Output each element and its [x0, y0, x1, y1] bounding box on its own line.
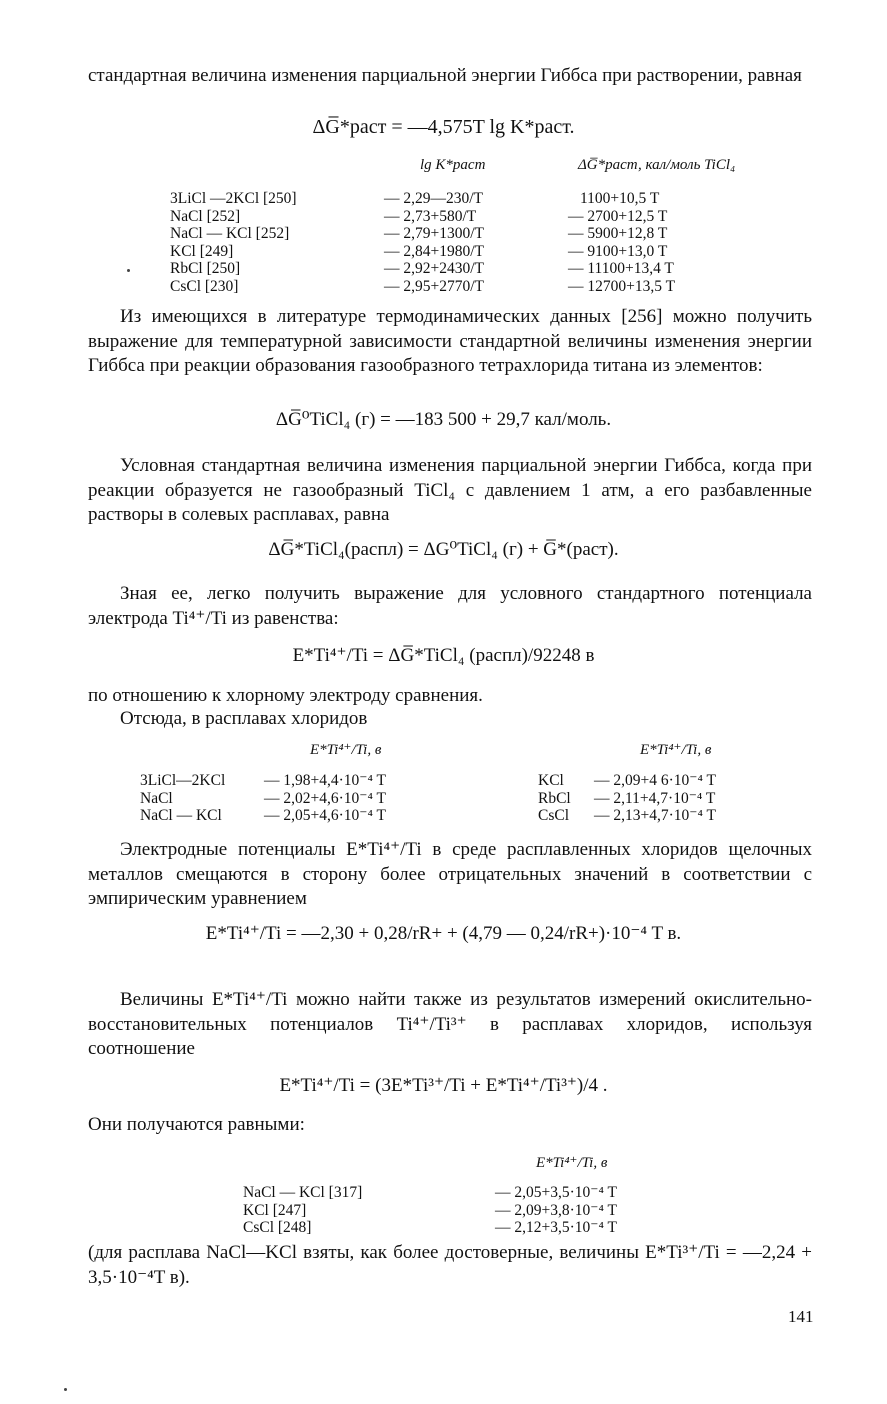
table1-header-lgk: lg K*раст [420, 157, 486, 173]
table-row [170, 278, 730, 296]
equation-redox-relation: E*Ti⁴⁺/Ti = (3E*Ti³⁺/Ti + E*Ti⁴⁺/Ti³⁺)/4 . [279, 1075, 608, 1096]
table-row [243, 1184, 673, 1202]
paragraph-footnote-values: (для расплава NaCl—KCl взяты, как более достоверные, величины E*Ti³⁺/Ti = —2,24 + 3,5·10⁻⁴T в). [88, 1242, 812, 1288]
paragraph-intro: стандартная величина изменения парциальной энергии Гиббса при растворении, равная [88, 65, 802, 86]
table-row [170, 260, 730, 278]
table1-header-dg: ΔG̅*раст, кал/моль TiCl₄ [578, 157, 736, 173]
table3-header: E*Ti⁴⁺/Ti, в [536, 1155, 608, 1171]
table3-val: — 2,05+3,5·10⁻⁴ T [495, 1184, 617, 1201]
table1-lgk: — 2,29—230/T [384, 190, 484, 207]
table2-val: — 2,11+4,7·10⁻⁴ T [594, 789, 716, 807]
equation-gibbs-dissolution: ΔG̅*раст = —4,575T lg K*раст. [312, 116, 575, 138]
table2 [140, 772, 800, 825]
table2-val: — 2,09+4 6·10⁻⁴ T [594, 772, 716, 789]
equation-electrode: E*Ti⁴⁺/Ti = ΔG̅*TiCl₄ (распл)/92248 в [292, 645, 595, 666]
equation-empirical: E*Ti⁴⁺/Ti = —2,30 + 0,28/rR+ + (4,79 — 0,24/rR+)·10⁻⁴ T в. [205, 923, 682, 944]
paragraph-redox: Величины E*Ti⁴⁺/Ti можно найти также из результатов измерений окислительно-восстановительных потенциалов Ti⁴⁺/Ti³⁺ в расплавах хлоридов, используя соотношение [88, 989, 812, 1059]
table2-val: — 2,05+4,6·10⁻⁴ T [264, 807, 386, 824]
table3-val: — 2,09+3,8·10⁻⁴ T [495, 1201, 617, 1219]
table1-salt: NaCl — KCl [252] [170, 225, 290, 242]
table3 [243, 1184, 673, 1237]
table-row [170, 225, 730, 243]
table2-header-right: E*Ti⁴⁺/Ti, в [640, 742, 712, 758]
table1-dg: — 5900+12,8 T [568, 225, 668, 242]
table2-val: — 1,98+4,4·10⁻⁴ T [264, 772, 386, 789]
page-number: 141 [788, 1307, 814, 1326]
table1-lgk: — 2,79+1300/T [384, 225, 485, 242]
table-row [170, 190, 730, 208]
table2-salt: 3LiCl—2KCl [140, 772, 226, 789]
table2-header-left: E*Ti⁴⁺/Ti, в [310, 742, 382, 758]
table1-lgk: — 2,95+2770/T [384, 277, 485, 295]
table3-val: — 2,12+3,5·10⁻⁴ T [495, 1219, 617, 1236]
equation-ticl4-melt: ΔG̅*TiCl₄(распл) = ΔG⁰TiCl₄ (г) + G̅*(раст). [268, 539, 619, 560]
table3-salt: KCl [247] [243, 1201, 307, 1219]
table1-dg: — 12700+13,5 T [568, 277, 676, 295]
paragraph-reference: по отношению к хлорному электроду сравнения. [88, 685, 483, 706]
table1-salt: NaCl [252] [170, 207, 241, 225]
table2-salt: RbCl [538, 789, 571, 807]
table2-salt: KCl [538, 772, 564, 789]
table1-dg: — 9100+13,0 T [568, 242, 668, 260]
table-row [243, 1219, 673, 1237]
paragraph-results: Они получаются равными: [88, 1114, 305, 1135]
table2-val: — 2,02+4,6·10⁻⁴ T [264, 789, 386, 807]
table2-salt: NaCl [140, 789, 173, 807]
table-row [140, 772, 800, 790]
table1-dg: — 11100+13,4 T [568, 260, 674, 277]
paragraph-thermo-data: Из имеющихся в литературе термодинамических данных [256] можно получить выражение для температурной зависимости стандартной величины изменения энергии Гиббса при реакции образования газообразного тетрахлорида титана из элементов: [88, 306, 812, 376]
table1-dg: 1100+10,5 T [580, 190, 660, 207]
table1-salt: KCl [249] [170, 242, 234, 260]
table2-salt: NaCl — KCl [140, 807, 222, 824]
table1-dg: — 2700+12,5 T [568, 207, 668, 225]
paragraph-empirical: Электродные потенциалы E*Ti⁴⁺/Ti в среде расплавленных хлоридов щелочных металлов смещаются в сторону более отрицательных значений в соответствии с эмпирическим уравнением [88, 839, 812, 909]
table1-salt: 3LiCl —2KCl [250] [170, 190, 297, 207]
table-row [170, 208, 730, 226]
paragraph-electrode-potential: Зная ее, легко получить выражение для условного стандартного потенциала электрода Ti⁴⁺/Ti из равенства: [88, 583, 812, 629]
table1-lgk: — 2,92+2430/T [384, 260, 485, 277]
table1-lgk: — 2,84+1980/T [384, 242, 485, 260]
table1-lgk: — 2,73+580/T [384, 207, 477, 225]
table-row [140, 807, 800, 825]
print-speck [127, 269, 130, 272]
table3-salt: NaCl — KCl [317] [243, 1184, 363, 1201]
table2-val: — 2,13+4,7·10⁻⁴ T [594, 807, 716, 824]
print-speck [64, 1388, 67, 1391]
table3-salt: CsCl [248] [243, 1219, 312, 1236]
table2-salt: CsCl [538, 807, 570, 824]
paragraph-chlorides: Отсюда, в расплавах хлоридов [120, 708, 368, 729]
table1 [170, 190, 730, 295]
table-row [170, 243, 730, 261]
table-row [243, 1202, 673, 1220]
equation-ticl4-gas: ΔG̅⁰TiCl₄ (г) = —183 500 + 29,7 кал/моль. [275, 409, 612, 430]
table1-salt: RbCl [250] [170, 260, 241, 277]
table-row [140, 790, 800, 808]
paragraph-conditional-gibbs: Условная стандартная величина изменения парциальной энергии Гиббса, когда при реакции образуется не газообразный TiCl₄ с давлением 1 атм, а его разбавленные растворы в солевых расплавах, равна [88, 455, 812, 525]
table1-salt: CsCl [230] [170, 277, 239, 295]
